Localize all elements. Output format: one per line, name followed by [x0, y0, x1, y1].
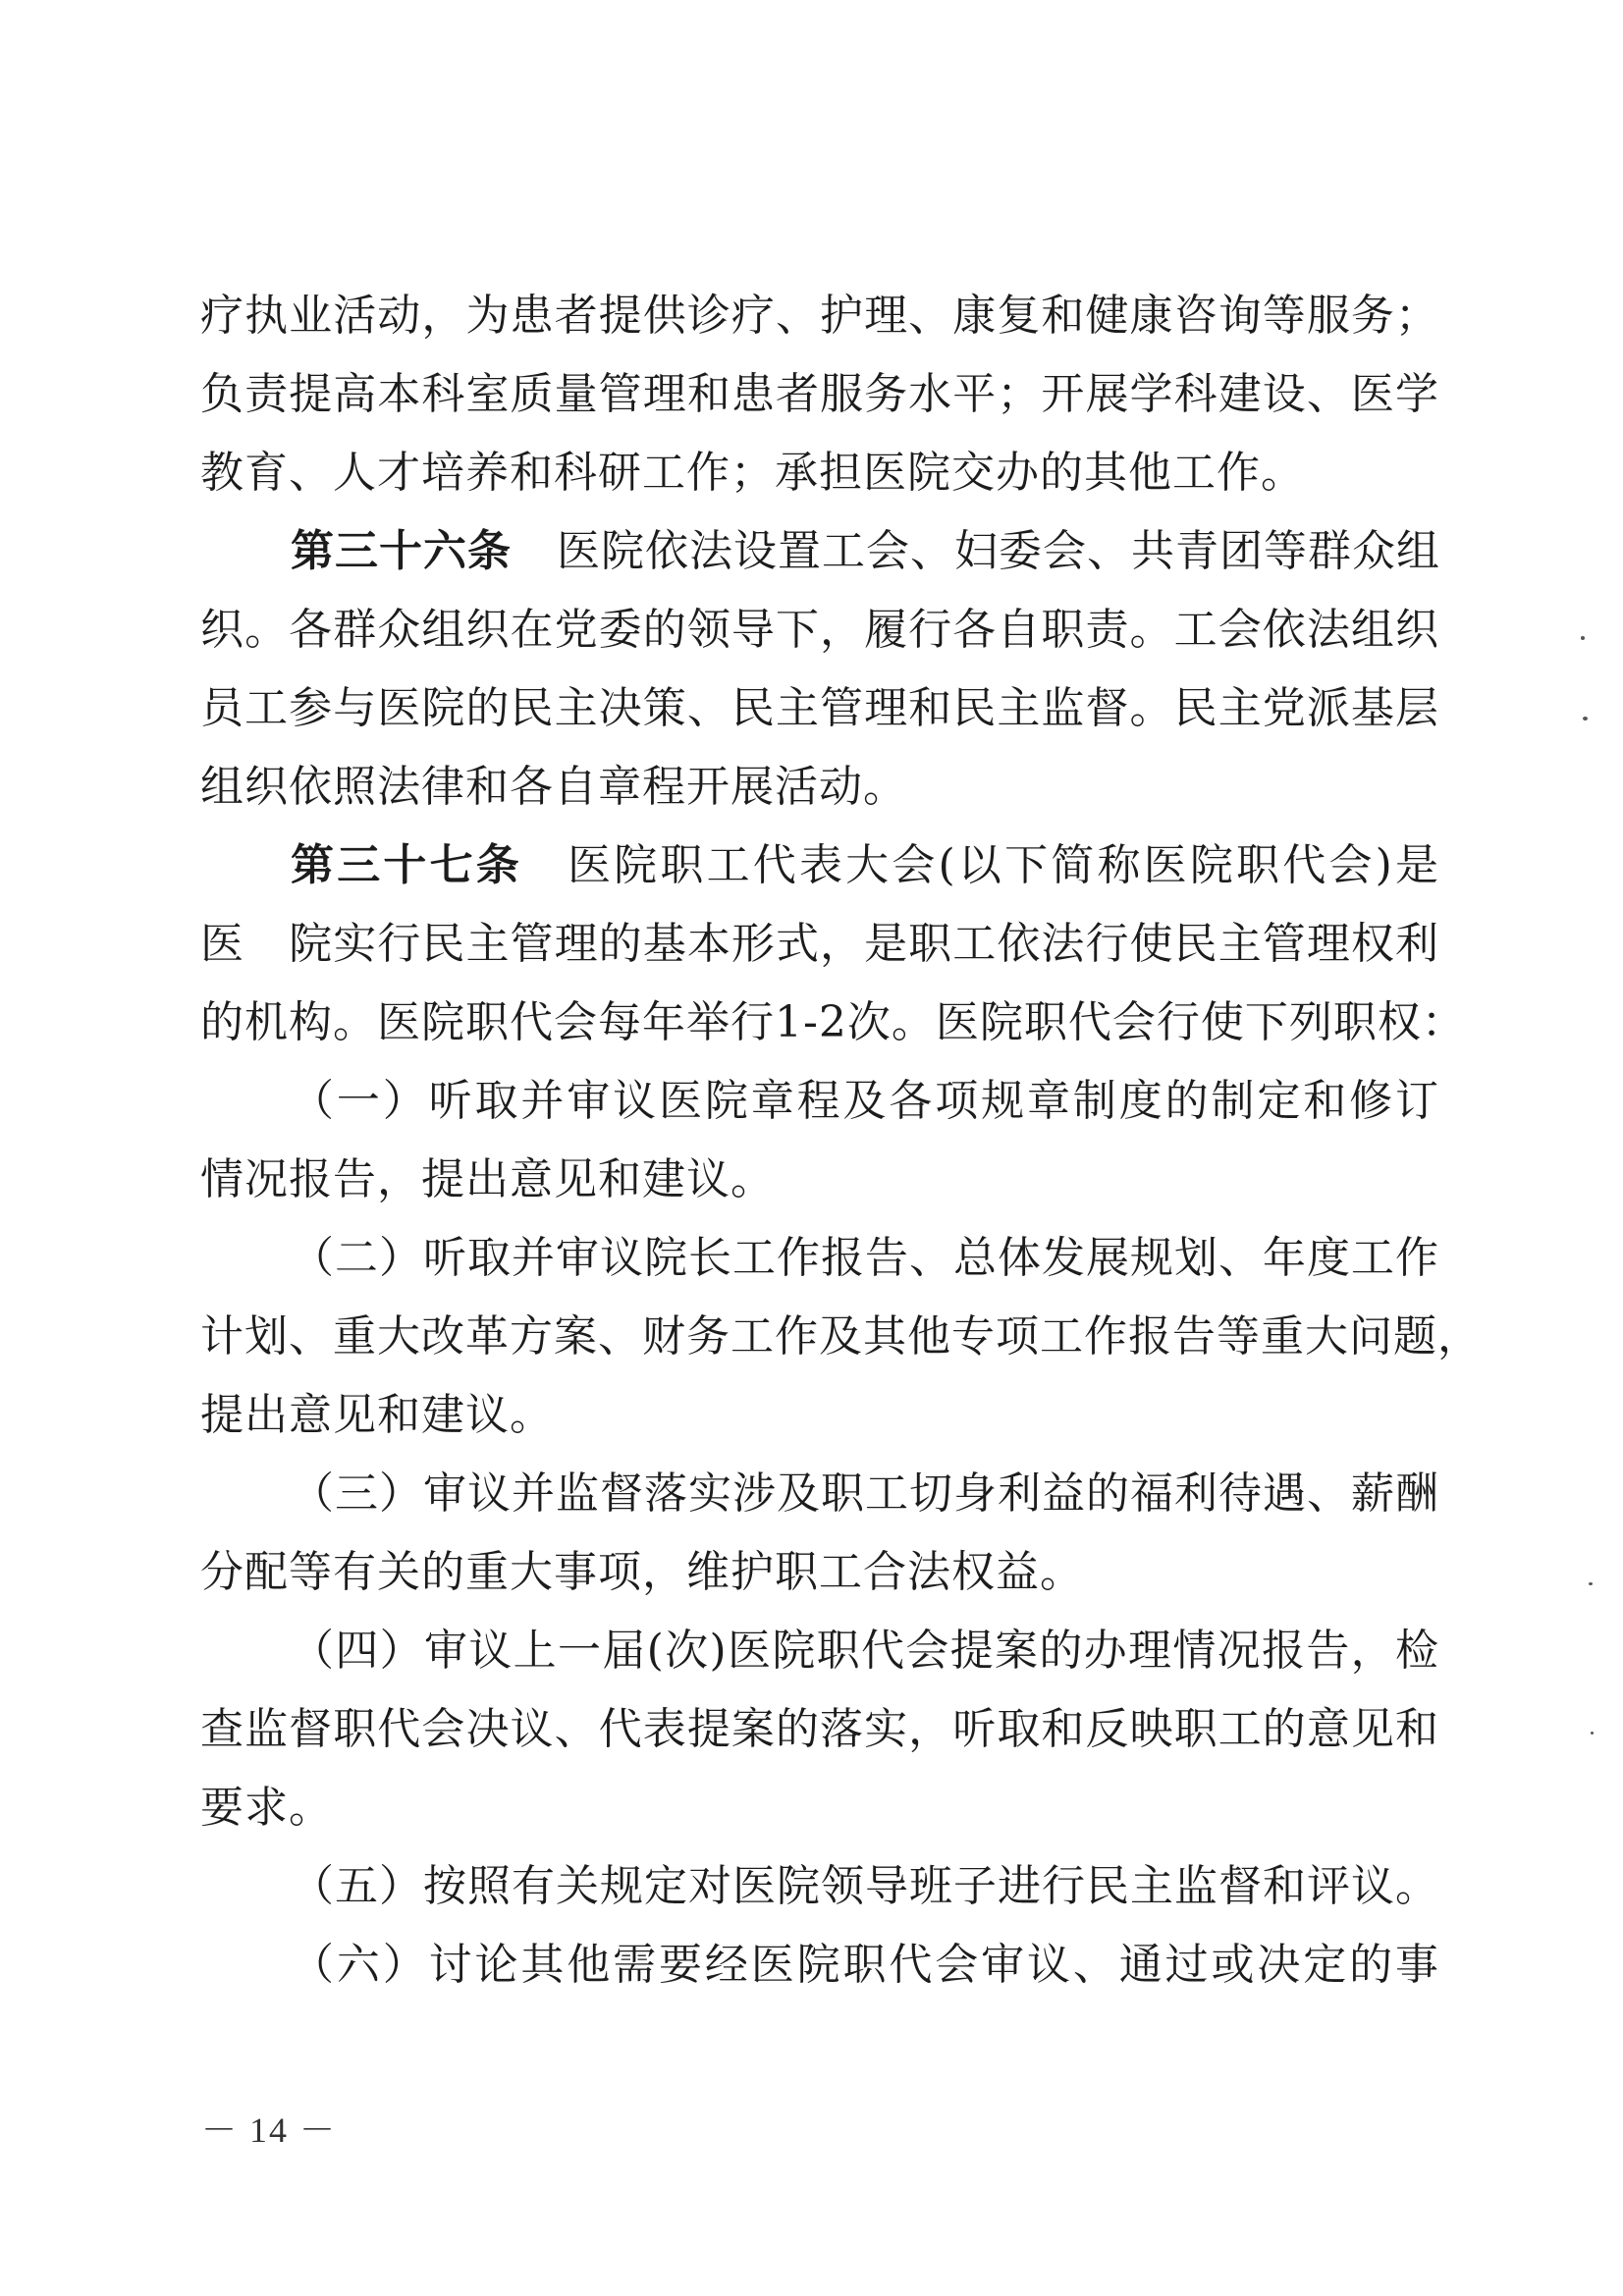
list-item-3: （三）审议并监督落实涉及职工切身利益的福利待遇、薪酬 [291, 1468, 1439, 1519]
page-number: － 14 － [201, 2110, 338, 2150]
article-37-heading-line [200, 827, 1439, 905]
article-36-heading-line [200, 512, 1439, 591]
text-line: 分配等有关的重大事项，维护职工合法权益。 [200, 1547, 1084, 1597]
text-line: 组织依照法律和各自章程开展活动。 [200, 762, 907, 812]
scan-speck [1591, 1732, 1594, 1735]
text-line: 要求。 [200, 1783, 333, 1833]
text-line: 医院依法设置工会、妇委会、共青团等群众组 [557, 526, 1440, 576]
text-line: 的机构。医院职代会每年举行1-2次。医院职代会行使下列职权： [200, 997, 1466, 1047]
text-line: 医院职工代表大会(以下简称医院职代会)是 [567, 840, 1440, 890]
list-item-6: （六）讨论其他需要经医院职代会审议、通过或决定的事 [291, 1940, 1439, 1990]
list-item-2: （二）听取并审议院长工作报告、总体发展规划、年度工作 [291, 1233, 1439, 1283]
text-line: 织。各群众组织在党委的领导下，履行各自职责。工会依法组织 [200, 605, 1439, 655]
list-item-4: （四）审议上一届(次)医院职代会提案的办理情况报告，检 [291, 1626, 1439, 1676]
text-line: 提出意见和建议。 [200, 1390, 554, 1440]
text-line: 教育、人才培养和科研工作；承担医院交办的其他工作。 [200, 448, 1305, 498]
text-line: 情况报告，提出意见和建议。 [200, 1154, 775, 1204]
text-line: 疗执业活动，为患者提供诊疗、护理、康复和健康咨询等服务； [200, 291, 1439, 341]
article-37-label: 第三十七条 [291, 840, 522, 890]
scan-speck [1581, 636, 1585, 640]
document-body [200, 277, 1482, 2004]
article-36-label: 第三十六条 [291, 526, 512, 576]
scan-speck [1583, 717, 1588, 721]
scan-speck [1589, 1582, 1593, 1585]
text-line: 医 院实行民主管理的基本形式，是职工依法行使民主管理权利 [200, 919, 1439, 969]
text-line: 员工参与医院的民主决策、民主管理和民主监督。民主党派基层 [200, 683, 1439, 733]
text-line: 计划、重大改革方案、财务工作及其他专项工作报告等重大问题， [200, 1311, 1482, 1362]
text-line: 负责提高本科室质量管理和患者服务水平；开展学科建设、医学 [200, 369, 1439, 419]
list-item-5: （五）按照有关规定对医院领导班子进行民主监督和评议。 [291, 1861, 1439, 1911]
list-item-1: （一）听取并审议医院章程及各项规章制度的制定和修订 [291, 1076, 1439, 1126]
text-line: 查监督职代会决议、代表提案的落实，听取和反映职工的意见和 [200, 1704, 1439, 1754]
